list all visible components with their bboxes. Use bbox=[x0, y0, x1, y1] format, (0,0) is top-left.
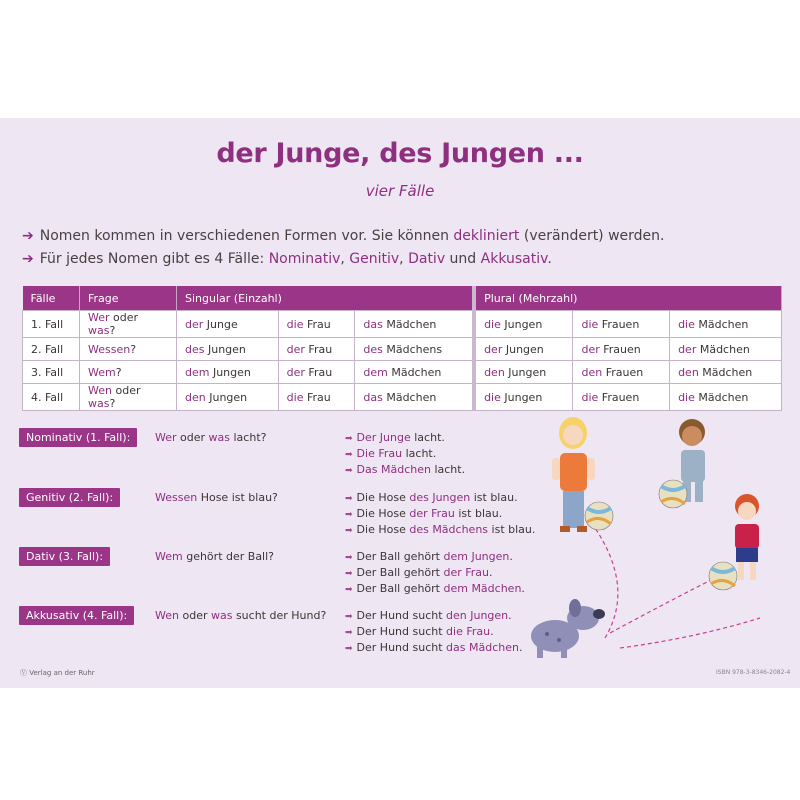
header-faelle: Fälle bbox=[23, 286, 80, 311]
declension-table bbox=[22, 286, 782, 411]
page-title: der Junge, des Jungen ... bbox=[216, 138, 584, 169]
answer-line: ➡ Der Ball gehört der Frau. bbox=[345, 565, 493, 579]
poster bbox=[0, 118, 800, 688]
cell-fall: 2. Fall bbox=[23, 338, 80, 361]
answer-line: ➡ Der Ball gehört dem Mädchen. bbox=[345, 581, 525, 595]
arrow-right-icon: ➔ bbox=[22, 251, 34, 267]
cell-form: das Mädchen bbox=[355, 384, 474, 411]
answer-line: ➡ Die Hose des Jungen ist blau. bbox=[345, 491, 518, 504]
case-question: Wessen Hose ist blau? bbox=[155, 491, 278, 504]
isbn: ISBN 978-3-8346-2082-4 bbox=[716, 669, 791, 676]
publisher-credit: Ⓥ Verlag an der Ruhr bbox=[20, 669, 95, 677]
answer-line: ➡ Der Ball gehört dem Jungen. bbox=[345, 550, 513, 563]
answer-line: ➡ Die Hose des Mädchens ist blau. bbox=[345, 522, 536, 536]
cell-form: die Mädchen bbox=[670, 384, 782, 411]
cell-form: dem Mädchen bbox=[355, 361, 474, 384]
case-label: Genitiv (2. Fall): bbox=[19, 488, 120, 507]
cell-form: die Frauen bbox=[573, 311, 670, 338]
case-answers bbox=[345, 431, 465, 478]
arrow-right-icon: ➡ bbox=[345, 449, 353, 460]
header-plural: Plural (Mehrzahl) bbox=[474, 286, 781, 311]
table-row bbox=[23, 361, 782, 384]
case-question: Wer oder was lacht? bbox=[155, 431, 267, 444]
cell-form: dem Jungen bbox=[177, 361, 279, 384]
cell-frage: Wer oder was? bbox=[80, 311, 177, 338]
beach-ball-icon bbox=[659, 480, 687, 508]
bullet-four-cases: ➔ Für jedes Nomen gibt es 4 Fälle: Nominativ, Genitiv, Dativ und Akkusativ. bbox=[22, 251, 552, 267]
girl-red-hair bbox=[735, 494, 759, 580]
cell-frage: Wem? bbox=[80, 361, 177, 384]
answer-line: ➡ Der Hund sucht den Jungen. bbox=[345, 609, 512, 622]
publisher-logo-icon: Ⓥ bbox=[20, 669, 30, 677]
arrow-right-icon: ➡ bbox=[345, 568, 353, 579]
header-frage: Frage bbox=[80, 286, 177, 311]
cell-form: den Frauen bbox=[573, 361, 670, 384]
cell-form: des Mädchens bbox=[355, 338, 474, 361]
cell-form: die Jungen bbox=[474, 311, 573, 338]
page-subtitle: vier Fälle bbox=[365, 182, 435, 200]
cell-form: der Jungen bbox=[474, 338, 573, 361]
cell-form: der Frau bbox=[278, 361, 355, 384]
answer-line: ➡ Der Hund sucht das Mädchen. bbox=[345, 640, 523, 654]
cell-fall: 3. Fall bbox=[23, 361, 80, 384]
arrow-right-icon: ➡ bbox=[345, 553, 353, 563]
cell-form: der Frauen bbox=[573, 338, 670, 361]
cell-form: der Junge bbox=[177, 311, 279, 338]
beach-ball-icon bbox=[709, 562, 737, 590]
case-label: Dativ (3. Fall): bbox=[19, 547, 110, 566]
cell-form: den Jungen bbox=[177, 384, 279, 411]
header-singular: Singular (Einzahl) bbox=[177, 286, 475, 311]
answer-line: ➡ Der Junge lacht. bbox=[345, 431, 445, 444]
bullet-declension: ➔ Nomen kommen in verschiedenen Formen vor. Sie können dekliniert (verändert) werden. bbox=[22, 228, 665, 244]
case-question: Wem gehört der Ball? bbox=[155, 550, 275, 563]
cell-form: die Jungen bbox=[474, 384, 573, 411]
answer-line: ➡ Die Frau lacht. bbox=[345, 446, 437, 460]
table-row bbox=[23, 311, 782, 338]
cell-form: die Frau bbox=[278, 384, 355, 411]
arrow-right-icon: ➡ bbox=[345, 509, 353, 520]
answer-line: ➡ Die Hose der Frau ist blau. bbox=[345, 506, 503, 520]
cell-form: des Jungen bbox=[177, 338, 279, 361]
table-row bbox=[23, 384, 782, 411]
case-label: Akkusativ (4. Fall): bbox=[19, 606, 134, 625]
beach-ball-icon bbox=[585, 502, 613, 530]
cell-form: den Mädchen bbox=[670, 361, 782, 384]
cell-frage: Wessen? bbox=[80, 338, 177, 361]
table-header-row bbox=[23, 286, 782, 311]
arrow-right-icon: ➡ bbox=[345, 627, 353, 638]
arrow-right-icon: ➡ bbox=[345, 612, 353, 622]
answer-line: ➡ Das Mädchen lacht. bbox=[345, 462, 466, 476]
arrow-right-icon: ➡ bbox=[345, 643, 353, 654]
cell-fall: 1. Fall bbox=[23, 311, 80, 338]
cell-form: die Mädchen bbox=[670, 311, 782, 338]
cell-form: die Frau bbox=[278, 311, 355, 338]
cell-form: der Frau bbox=[278, 338, 355, 361]
cell-frage: Wen oder was? bbox=[80, 384, 177, 411]
case-question: Wen oder was sucht der Hund? bbox=[155, 609, 327, 622]
arrow-right-icon: ➡ bbox=[345, 584, 353, 595]
arrow-right-icon: ➔ bbox=[22, 228, 34, 244]
arrow-right-icon: ➡ bbox=[345, 465, 353, 476]
arrow-right-icon: ➡ bbox=[345, 525, 353, 536]
case-answers bbox=[345, 491, 535, 538]
cell-fall: 4. Fall bbox=[23, 384, 80, 411]
cell-form: der Mädchen bbox=[670, 338, 782, 361]
dog-grey bbox=[531, 599, 605, 658]
case-label: Nominativ (1. Fall): bbox=[19, 428, 137, 447]
table-row bbox=[23, 338, 782, 361]
case-answers bbox=[345, 609, 522, 656]
case-answers bbox=[345, 550, 525, 597]
arrow-right-icon: ➡ bbox=[345, 434, 353, 444]
answer-line: ➡ Der Hund sucht die Frau. bbox=[345, 624, 494, 638]
illustration-children-dog bbox=[525, 408, 775, 668]
cell-form: den Jungen bbox=[474, 361, 573, 384]
arrow-right-icon: ➡ bbox=[345, 494, 353, 504]
cell-form: die Frauen bbox=[573, 384, 670, 411]
cell-form: das Mädchen bbox=[355, 311, 474, 338]
